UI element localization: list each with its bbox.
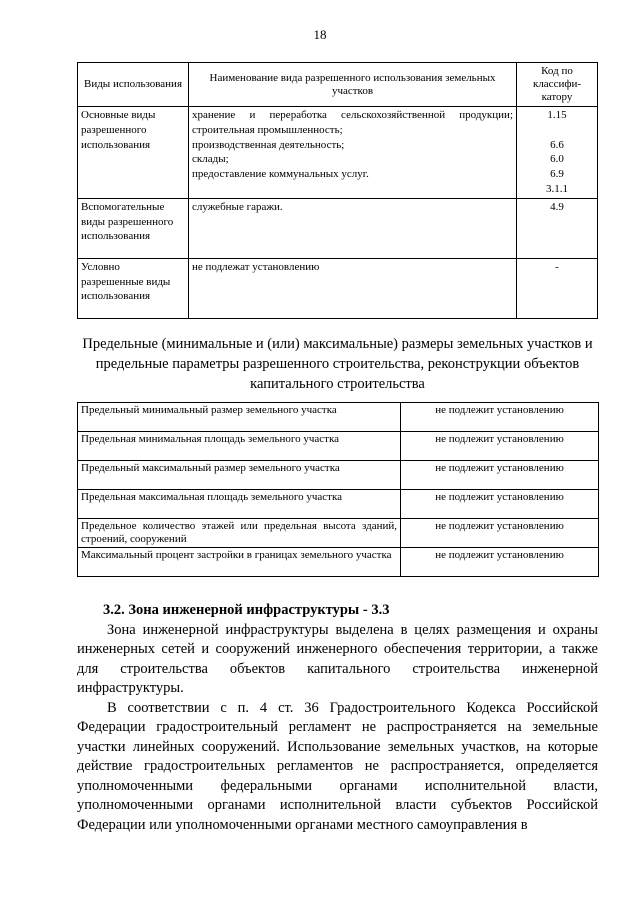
param-name: Предельное количество этажей или предельная высота зданий, строений, сооружений (78, 519, 401, 548)
table-row (78, 107, 598, 199)
param-name: Предельная минимальная площадь земельного участка (78, 432, 401, 461)
use-name: производственная деятельность; (192, 138, 345, 151)
parameters-table (77, 402, 599, 577)
paragraph: В соответствии с п. 4 ст. 36 Градостроительного Кодекса Российской Федерации градостроительный регламент не распространяется на земельные участки линейных сооружений. Использование земельных участков, на которые действие градостроительных регламентов не распространяется, определяется уполномоченными федеральными органами исполнительной власти, уполномоченными органами исполнительной власти субъектов Российской Федерации или уполномоченными органами местного самоуправления в (77, 699, 598, 833)
table-row (78, 519, 599, 548)
code: 4.9 (517, 198, 598, 258)
code: - (517, 258, 598, 318)
header-code: Код по классифи-катору (517, 63, 598, 107)
table-row (78, 403, 599, 432)
row-kind: Условно разрешенные виды использования (78, 258, 189, 318)
table-row (78, 490, 599, 519)
code-spacer (520, 123, 594, 138)
table-row (78, 461, 599, 490)
param-name: Максимальный процент застройки в границах земельного участка (78, 548, 401, 577)
table-row (78, 198, 598, 258)
code: 3.1.1 (546, 182, 568, 195)
table-row (78, 548, 599, 577)
code: 1.15 (547, 109, 567, 121)
param-value: не подлежит установлению (401, 519, 599, 548)
table-row (78, 258, 598, 318)
use-name: не подлежат установлению (189, 258, 517, 318)
page-number: 18 (313, 27, 327, 42)
code: 6.0 (550, 153, 564, 166)
param-name: Предельная максимальная площадь земельного участка (78, 490, 401, 519)
row-codes (517, 107, 598, 199)
use-name: склады; (192, 153, 229, 166)
header-name: Наименование вида разрешенного использования земельных участков (189, 63, 517, 107)
param-name: Предельный минимальный размер земельного участка (78, 403, 401, 432)
row-kind: Вспомогательные виды разрешенного использования (78, 198, 189, 258)
use-name: строительная промышленность; (192, 123, 343, 136)
param-value: не подлежит установлению (401, 461, 599, 490)
section-heading: Предельные (минимальные и (или) максимальные) размеры земельных участков и предельные параметры разрешенного строительства, реконструкции объектов капитального строительства (82, 336, 593, 392)
permitted-use-table (77, 62, 598, 319)
param-value: не подлежит установлению (401, 490, 599, 519)
param-value: не подлежит установлению (401, 548, 599, 577)
param-value: не подлежит установлению (401, 403, 599, 432)
section-body (77, 601, 598, 835)
table-header-row (78, 63, 598, 107)
paragraph: Зона инженерной инфраструктуры выделена в целях размещения и охраны инженерных сетей и сооружений инженерного обеспечения территории, а также для строительства объектов капитального строительства инженерной инфраструктуры. (77, 621, 598, 696)
use-name: предоставление коммунальных услуг. (192, 168, 369, 181)
row-names (189, 107, 517, 199)
code: 6.9 (550, 168, 564, 181)
use-name: служебные гаражи. (189, 198, 517, 258)
param-name: Предельный максимальный размер земельного участка (78, 461, 401, 490)
header-kind: Виды использования (78, 63, 189, 107)
use-name: хранение и переработка сельскохозяйственной продукции; (192, 109, 513, 121)
row-kind: Основные виды разрешенного использования (78, 107, 189, 199)
table-row (78, 432, 599, 461)
section-title: 3.2. Зона инженерной инфраструктуры - 3.3 (103, 602, 390, 618)
param-value: не подлежит установлению (401, 432, 599, 461)
code: 6.6 (550, 138, 564, 151)
